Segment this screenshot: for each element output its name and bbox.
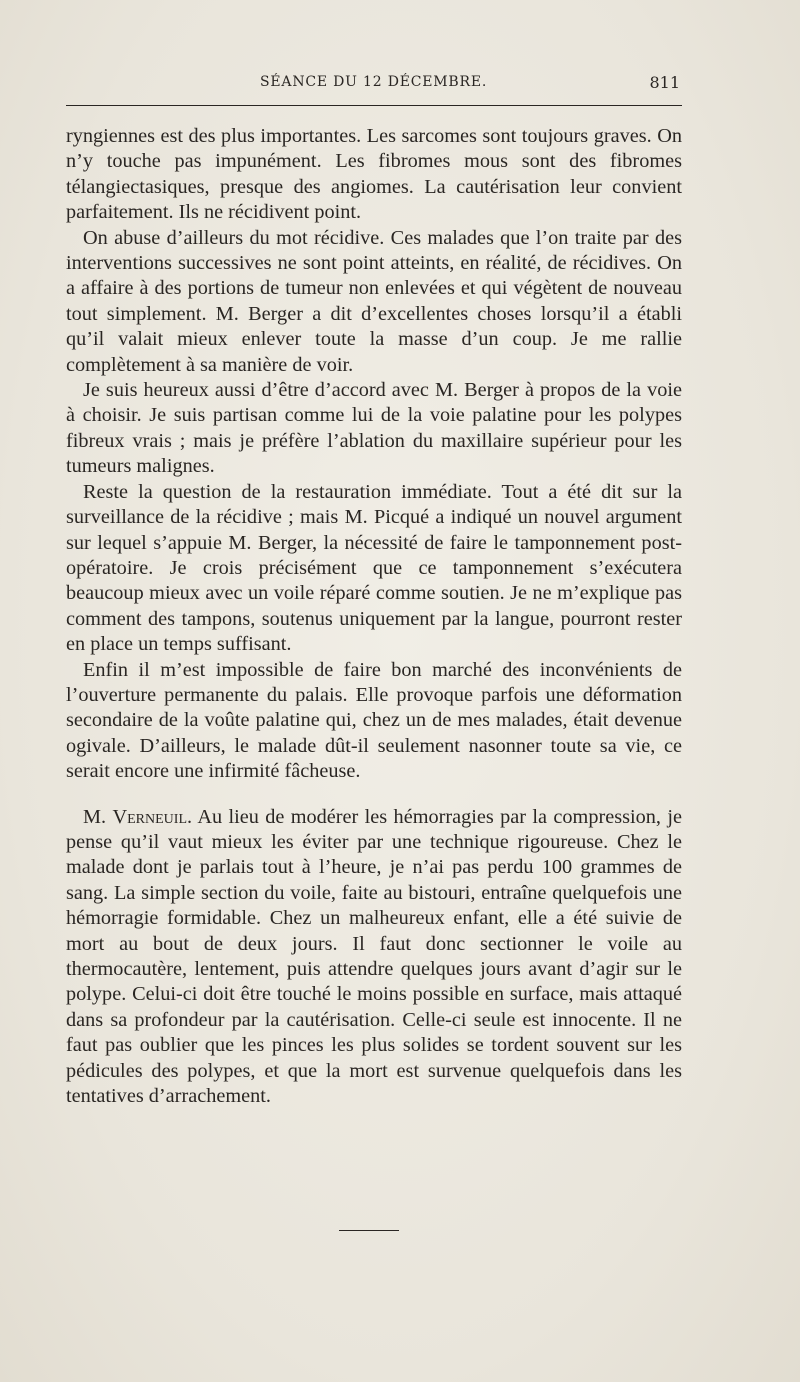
- paragraph-voie-palatine: Je suis heureux aussi d’être d’accord avec M. Berger à propos de la voie à choisir. Je suis partisan comme lui de la voie palatine pour les polypes fibreux vrais ; mais je préfère l’ablation du maxillaire supérieur pour les tumeurs malignes.: [66, 379, 682, 478]
- end-rule: [339, 1230, 399, 1231]
- speaker-dot: .: [187, 805, 193, 828]
- running-head: [66, 74, 682, 98]
- book-page: [66, 0, 682, 1382]
- speaker-name: Verneuil: [112, 805, 187, 828]
- paragraph-verneuil: [66, 805, 682, 1110]
- paragraph-restauration: Reste la question de la restauration immédiate. Tout a été dit sur la surveillance de la récidive ; mais M. Picqué a indiqué un nouvel argument sur lequel s’appuie M. Berger, la nécessité de faire le tamponnement post-opératoire. Je crois précisément que ce tamponnement s’exécutera beaucoup mieux avec un voile réparé comme soutien. Je ne m’explique pas comment des tampons, soutenus uniquement par la langue, pourront rester en place un temps suffisant.: [66, 480, 682, 656]
- body-text: [66, 124, 682, 1109]
- paragraph-recidive: On abuse d’ailleurs du mot récidive. Ces malades que l’on traite par des interventions successives ne sont point atteints, en réalité, de récidives. On a affaire à des portions de tumeur non enlevées et qui végètent de nouveau tout simplement. M. Berger a dit d’excellentes choses lorsqu’il a établi qu’il valait mieux enlever toute la masse d’un coup. Je me rallie complètement à sa manière de voir.: [66, 226, 682, 376]
- page-number: 811: [649, 73, 680, 92]
- header-rule: [66, 105, 682, 106]
- paragraph-continuation: ryngiennes est des plus importantes. Les sarcomes sont toujours graves. On n’y touche pas impunément. Les fibromes mous sont des fibromes télangiectasiques, presque des angiomes. La cautérisation leur convient parfaitement. Ils ne récidivent point.: [66, 125, 682, 224]
- speaker-prefix: M.: [83, 805, 113, 828]
- speaker-text: Au lieu de modérer les hémorragies par la compression, je pense qu’il vaut mieux les éviter par une technique rigoureuse. Chez le malade dont je parlais tout à l’heure, je n’ai pas perdu 100 grammes de sang. La simple section du voile, faite au bistouri, entraîne quelquefois une hémorragie formidable. Chez un malheureux enfant, elle a été suivie de mort au bout de deux jours. Il faut donc sectionner le voile au thermocautère, lentement, puis attendre quelques jours avant d’agir sur le polype. Celui-ci doit être touché le moins possible en surface, mais attaqué dans sa profondeur par la cautérisation. Celle-ci seule est innocente. Il ne faut pas oublier que les pinces les plus solides se tordent souvent sur les pédicules des polypes, et que la mort est survenue quelquefois dans les tentatives d’arrachement.: [66, 805, 682, 1108]
- paragraph-ouverture-palais: Enfin il m’est impossible de faire bon marché des inconvénients de l’ouverture permanente du palais. Elle provoque parfois une déformation secondaire de la voûte palatine qui, chez un de mes malades, était devenue ogivale. D’ailleurs, le malade dût-il seulement nasonner toute sa vie, ce serait encore une infirmité fâcheuse.: [66, 658, 682, 783]
- running-head-title: SÉANCE DU 12 DÉCEMBRE.: [260, 74, 488, 90]
